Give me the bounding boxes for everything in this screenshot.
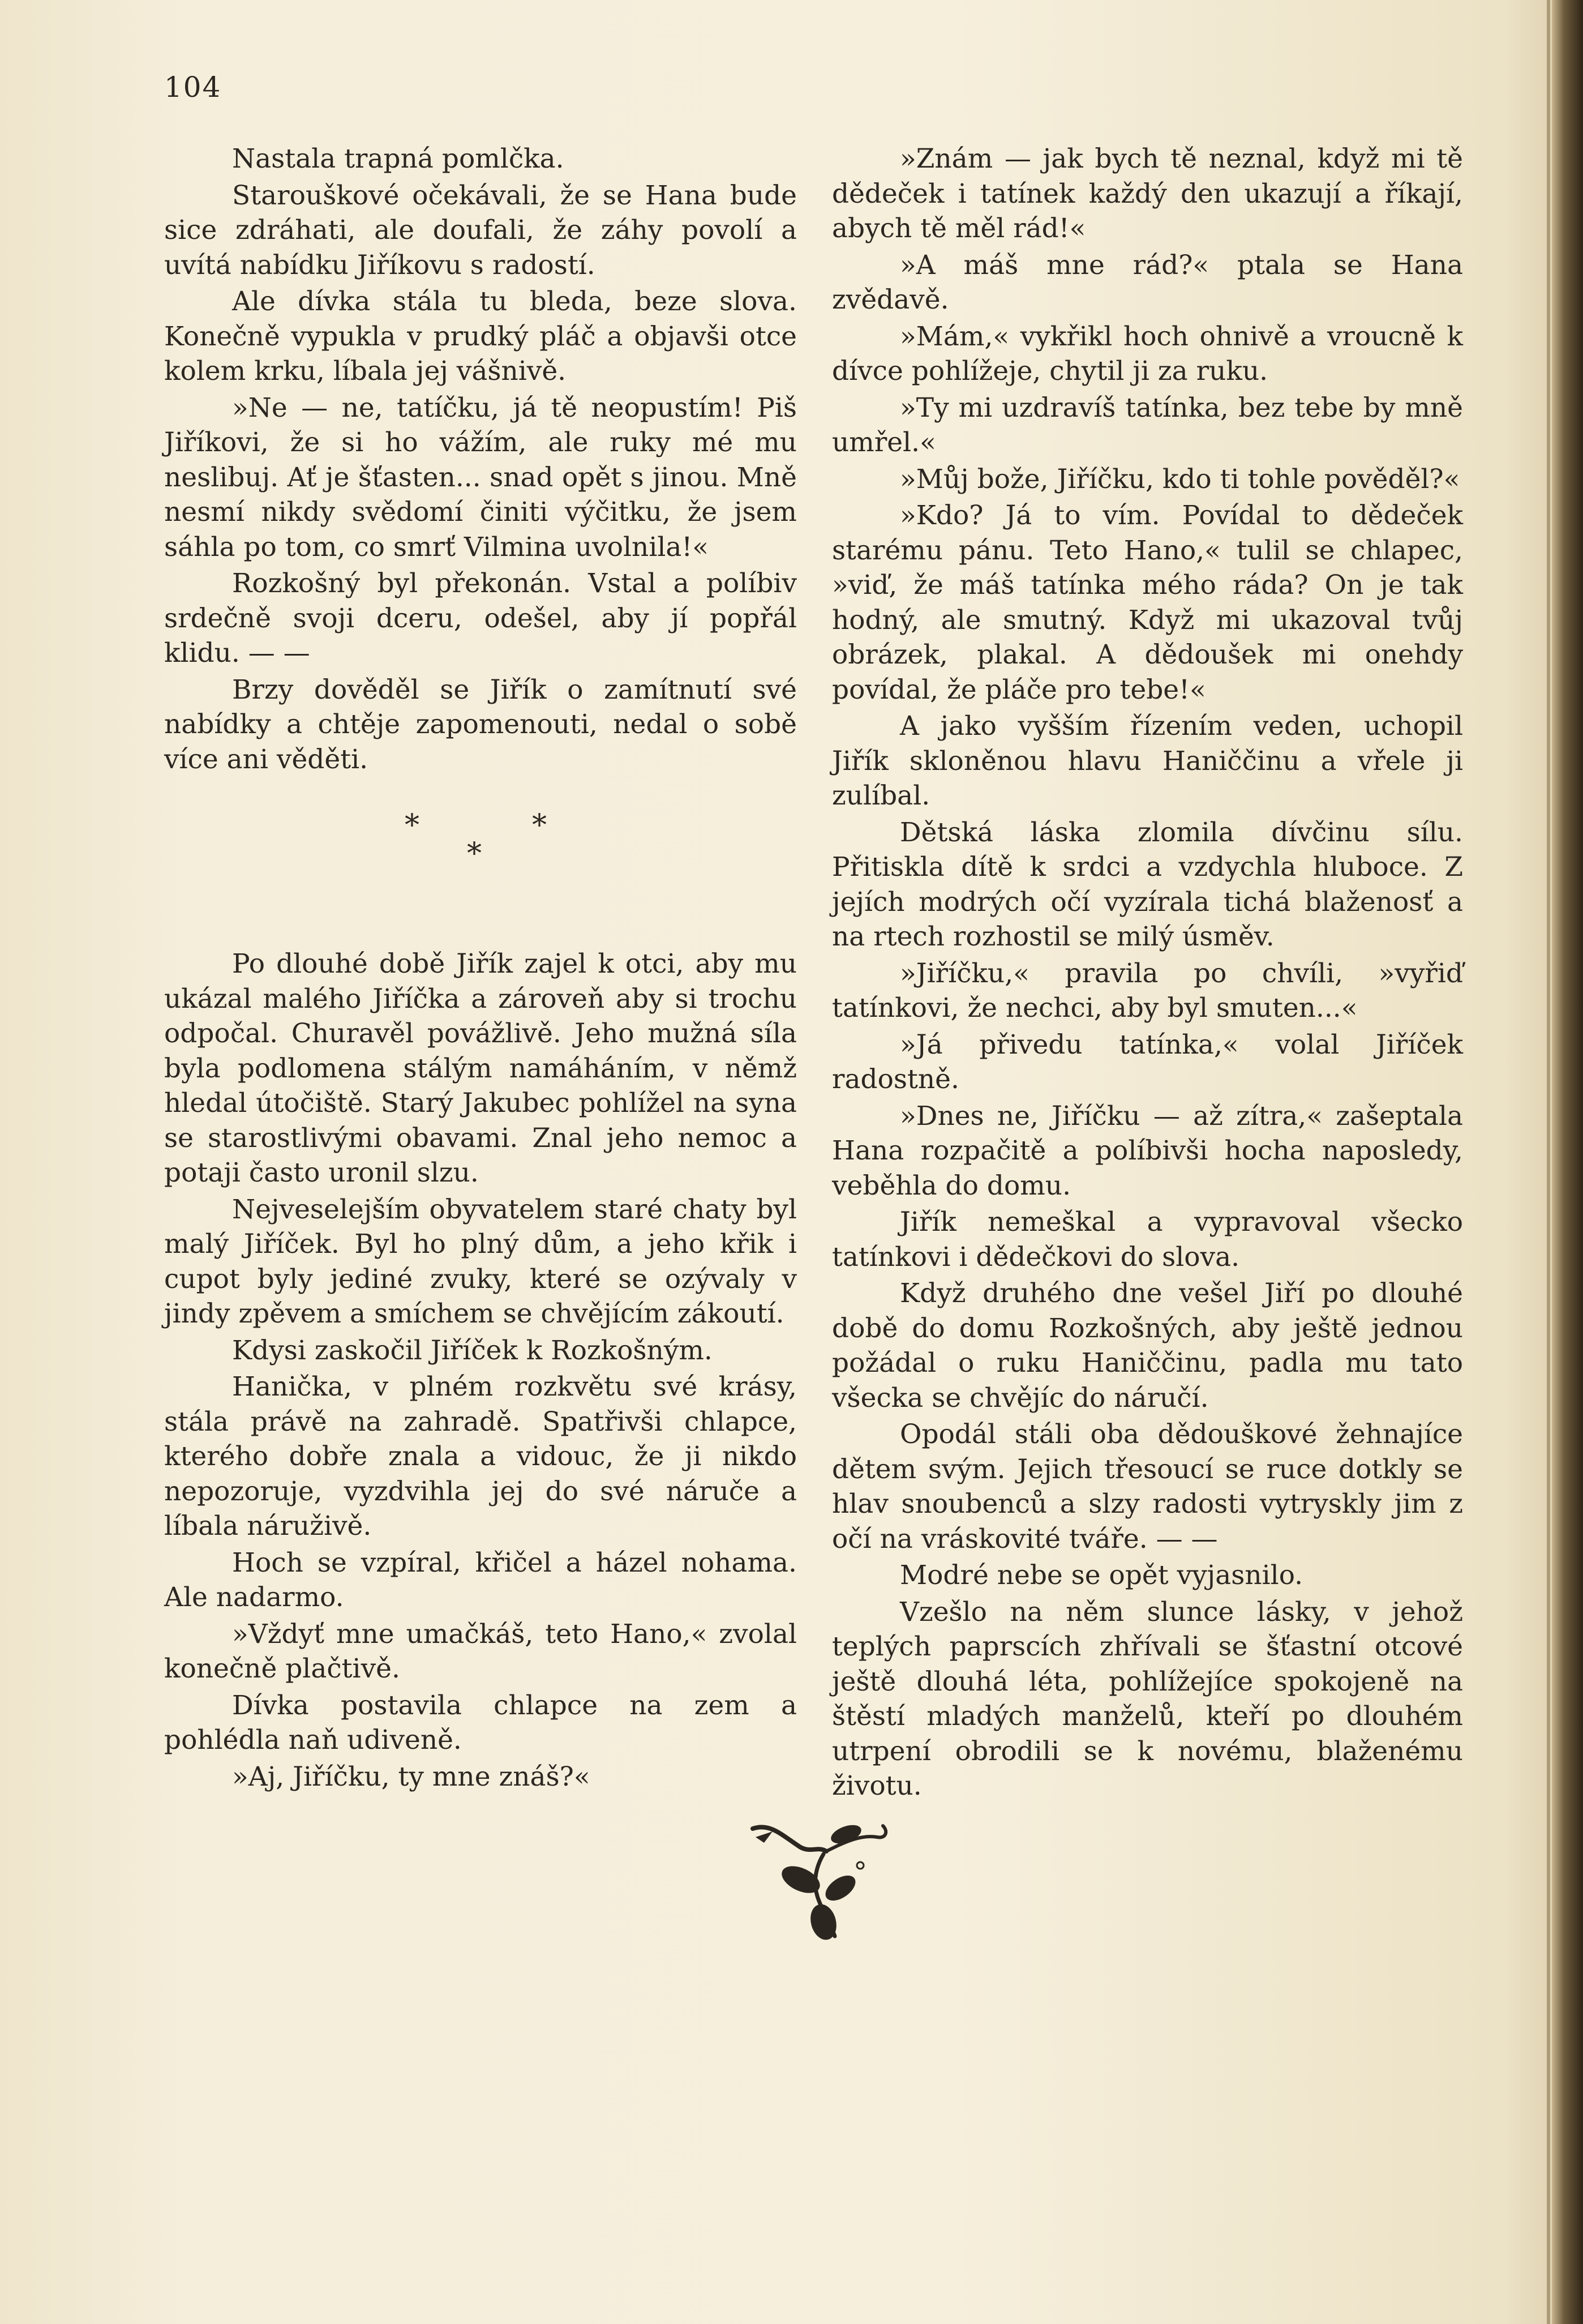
paragraph: Nastala trapná pomlčka. bbox=[232, 143, 564, 174]
paragraph: Jiřík nemeškal a vypravoval všecko tatínkovi i dědečkovi do slova. bbox=[832, 1206, 1463, 1273]
paragraph: Starouškové očekávali, že se Hana bude sice zdráhati, ale doufali, že záhy povolí a uvítá nabídku Jiříkovu s radostí. bbox=[164, 179, 797, 281]
paragraph: »Ne — ne, tatíčku, já tě neopustím! Piš Jiříkovi, že si ho vážím, ale ruky mé mu neslibuj. Ať je šťasten... snad opět s jinou. Mně nesmí nikdy svědomí činiti výčitku, že jsem sáhla po tom, co smrť Vilmina uvolnila!« bbox=[164, 392, 797, 563]
right-column bbox=[832, 142, 1463, 1804]
paragraph: A jako vyšším řízením veden, uchopil Jiřík skloněnou hlavu Haniččinu a vřele ji zulíbal. bbox=[832, 711, 1463, 811]
paragraph: Brzy dověděl se Jiřík o zamítnutí své nabídky a chtěje zapomenouti, nedal o sobě více ani věděti. bbox=[164, 674, 797, 775]
paragraph: Rozkošný byl překonán. Vstal a políbiv srdečně svoji dceru, odešel, aby jí popřál klidu. — — bbox=[164, 568, 797, 669]
paragraph: »Mám,« vykřikl hoch ohnivě a vroucně k dívce pohlížeje, chytil ji za ruku. bbox=[832, 320, 1463, 387]
floral-vignette-icon bbox=[747, 1812, 894, 1942]
paragraph: Nejveselejším obyvatelem staré chaty byl malý Jiříček. Byl ho plný dům, a jeho křik i cupot byly jediné zvuky, které se ozývaly v jindy zpěvem a smíchem se chvějícím zákoutí. bbox=[164, 1193, 797, 1329]
paragraph: »Dnes ne, Jiříčku — až zítra,« zašeptala Hana rozpačitě a políbivši hocha naposledy, veběhla do domu. bbox=[832, 1100, 1463, 1201]
book-spine bbox=[1552, 0, 1583, 2324]
paragraph: »Vždyť mne umačkáš, teto Hano,« zvolal konečně plačtivě. bbox=[164, 1618, 797, 1684]
page-number: 104 bbox=[164, 71, 222, 104]
paragraph: Ale dívka stála tu bleda, beze slova. Konečně vypukla v prudký pláč a objavši otce kolem krku, líbala jej vášnivě. bbox=[164, 286, 797, 387]
paragraph: Opodál stáli oba dědouškové žehnajíce dětem svým. Jejich třesoucí se ruce dotkly se hlav snoubenců a slzy radosti vytryskly jim z očí na vráskovité tváře. — — bbox=[832, 1419, 1463, 1555]
paragraph: Hanička, v plném rozkvětu své krásy, stála právě na zahradě. Spatřivši chlapce, kterého dobře znala a vidouc, že ji nikdo nepozoruje, vyzdvihla jej do své náruče a líbala náruživě. bbox=[164, 1371, 797, 1542]
paragraph: »Ty mi uzdravíš tatínka, bez tebe by mně umřel.« bbox=[832, 392, 1463, 458]
page-edge-line bbox=[1547, 0, 1550, 2324]
paragraph: Dívka postavila chlapce na zem a pohlédla naň udiveně. bbox=[164, 1689, 797, 1756]
asterisk: * bbox=[405, 808, 419, 842]
paragraph: »Kdo? Já to vím. Povídal to dědeček starému pánu. Teto Hano,« tulil se chlapec, »viď, že máš tatínka mého ráda? On je tak hodný, ale smutný. Když mi ukazoval tvůj obrázek, plakal. A dědoušek mi onehdy povídal, že pláče pro tebe!« bbox=[832, 500, 1463, 705]
paragraph: Dětská láska zlomila dívčinu sílu. Přitiskla dítě k srdci a vzdychla hluboce. Z jejích modrých očí vyzírala tichá blaženosť a na rtech rozhostil se milý úsměv. bbox=[832, 816, 1463, 952]
paragraph: Modré nebe se opět vyjasnilo. bbox=[900, 1560, 1303, 1591]
paragraph: »Aj, Jiříčku, ty mne znáš?« bbox=[232, 1761, 590, 1792]
section-separator bbox=[164, 808, 797, 947]
paragraph: Hoch se vzpíral, křičel a házel nohama. Ale nadarmo. bbox=[164, 1547, 797, 1613]
paragraph: »Můj bože, Jiříčku, kdo ti tohle pověděl?« bbox=[900, 463, 1460, 495]
paragraph: »Znám — jak bych tě neznal, když mi tě dědeček i tatínek každý den ukazují a říkají, abych tě měl rád!« bbox=[832, 143, 1463, 244]
asterisk: * bbox=[467, 837, 482, 871]
paragraph: »Já přivedu tatínka,« volal Jiříček radostně. bbox=[832, 1029, 1463, 1095]
paragraph: Kdysi zaskočil Jiříček k Rozkošným. bbox=[232, 1334, 713, 1366]
paragraph: Vzešlo na něm slunce lásky, v jehož teplých paprscích zhřívali se šťastní otcové ještě dlouhá léta, pohlížejíce spokojeně na štěstí mladých manželů, kteří po dlouhém utrpení obrodili se k novému, blaženému životu. bbox=[832, 1596, 1463, 1801]
paragraph: »A máš mne rád?« ptala se Hana zvědavě. bbox=[832, 249, 1463, 315]
paragraph: Po dlouhé době Jiřík zajel k otci, aby mu ukázal malého Jiříčka a zároveň aby si trochu odpočal. Churavěl povážlivě. Jeho mužná síla byla podlomena stálým namáháním, v němž hledal útočiště. Starý Jakubec pohlížel na syna se starostlivými obavami. Znal jeho nemoc a potaji často uronil slzu. bbox=[164, 948, 797, 1188]
paragraph: Když druhého dne vešel Jiří po dlouhé době do domu Rozkošných, aby ještě jednou požádal o ruku Haniččinu, padla mu tato všecka se chvějíc do náručí. bbox=[832, 1278, 1463, 1414]
paragraph: »Jiříčku,« pravila po chvíli, »vyřiď tatínkovi, že nechci, aby byl smuten...« bbox=[832, 957, 1463, 1024]
left-column bbox=[164, 142, 797, 1794]
asterisk: * bbox=[532, 808, 547, 842]
